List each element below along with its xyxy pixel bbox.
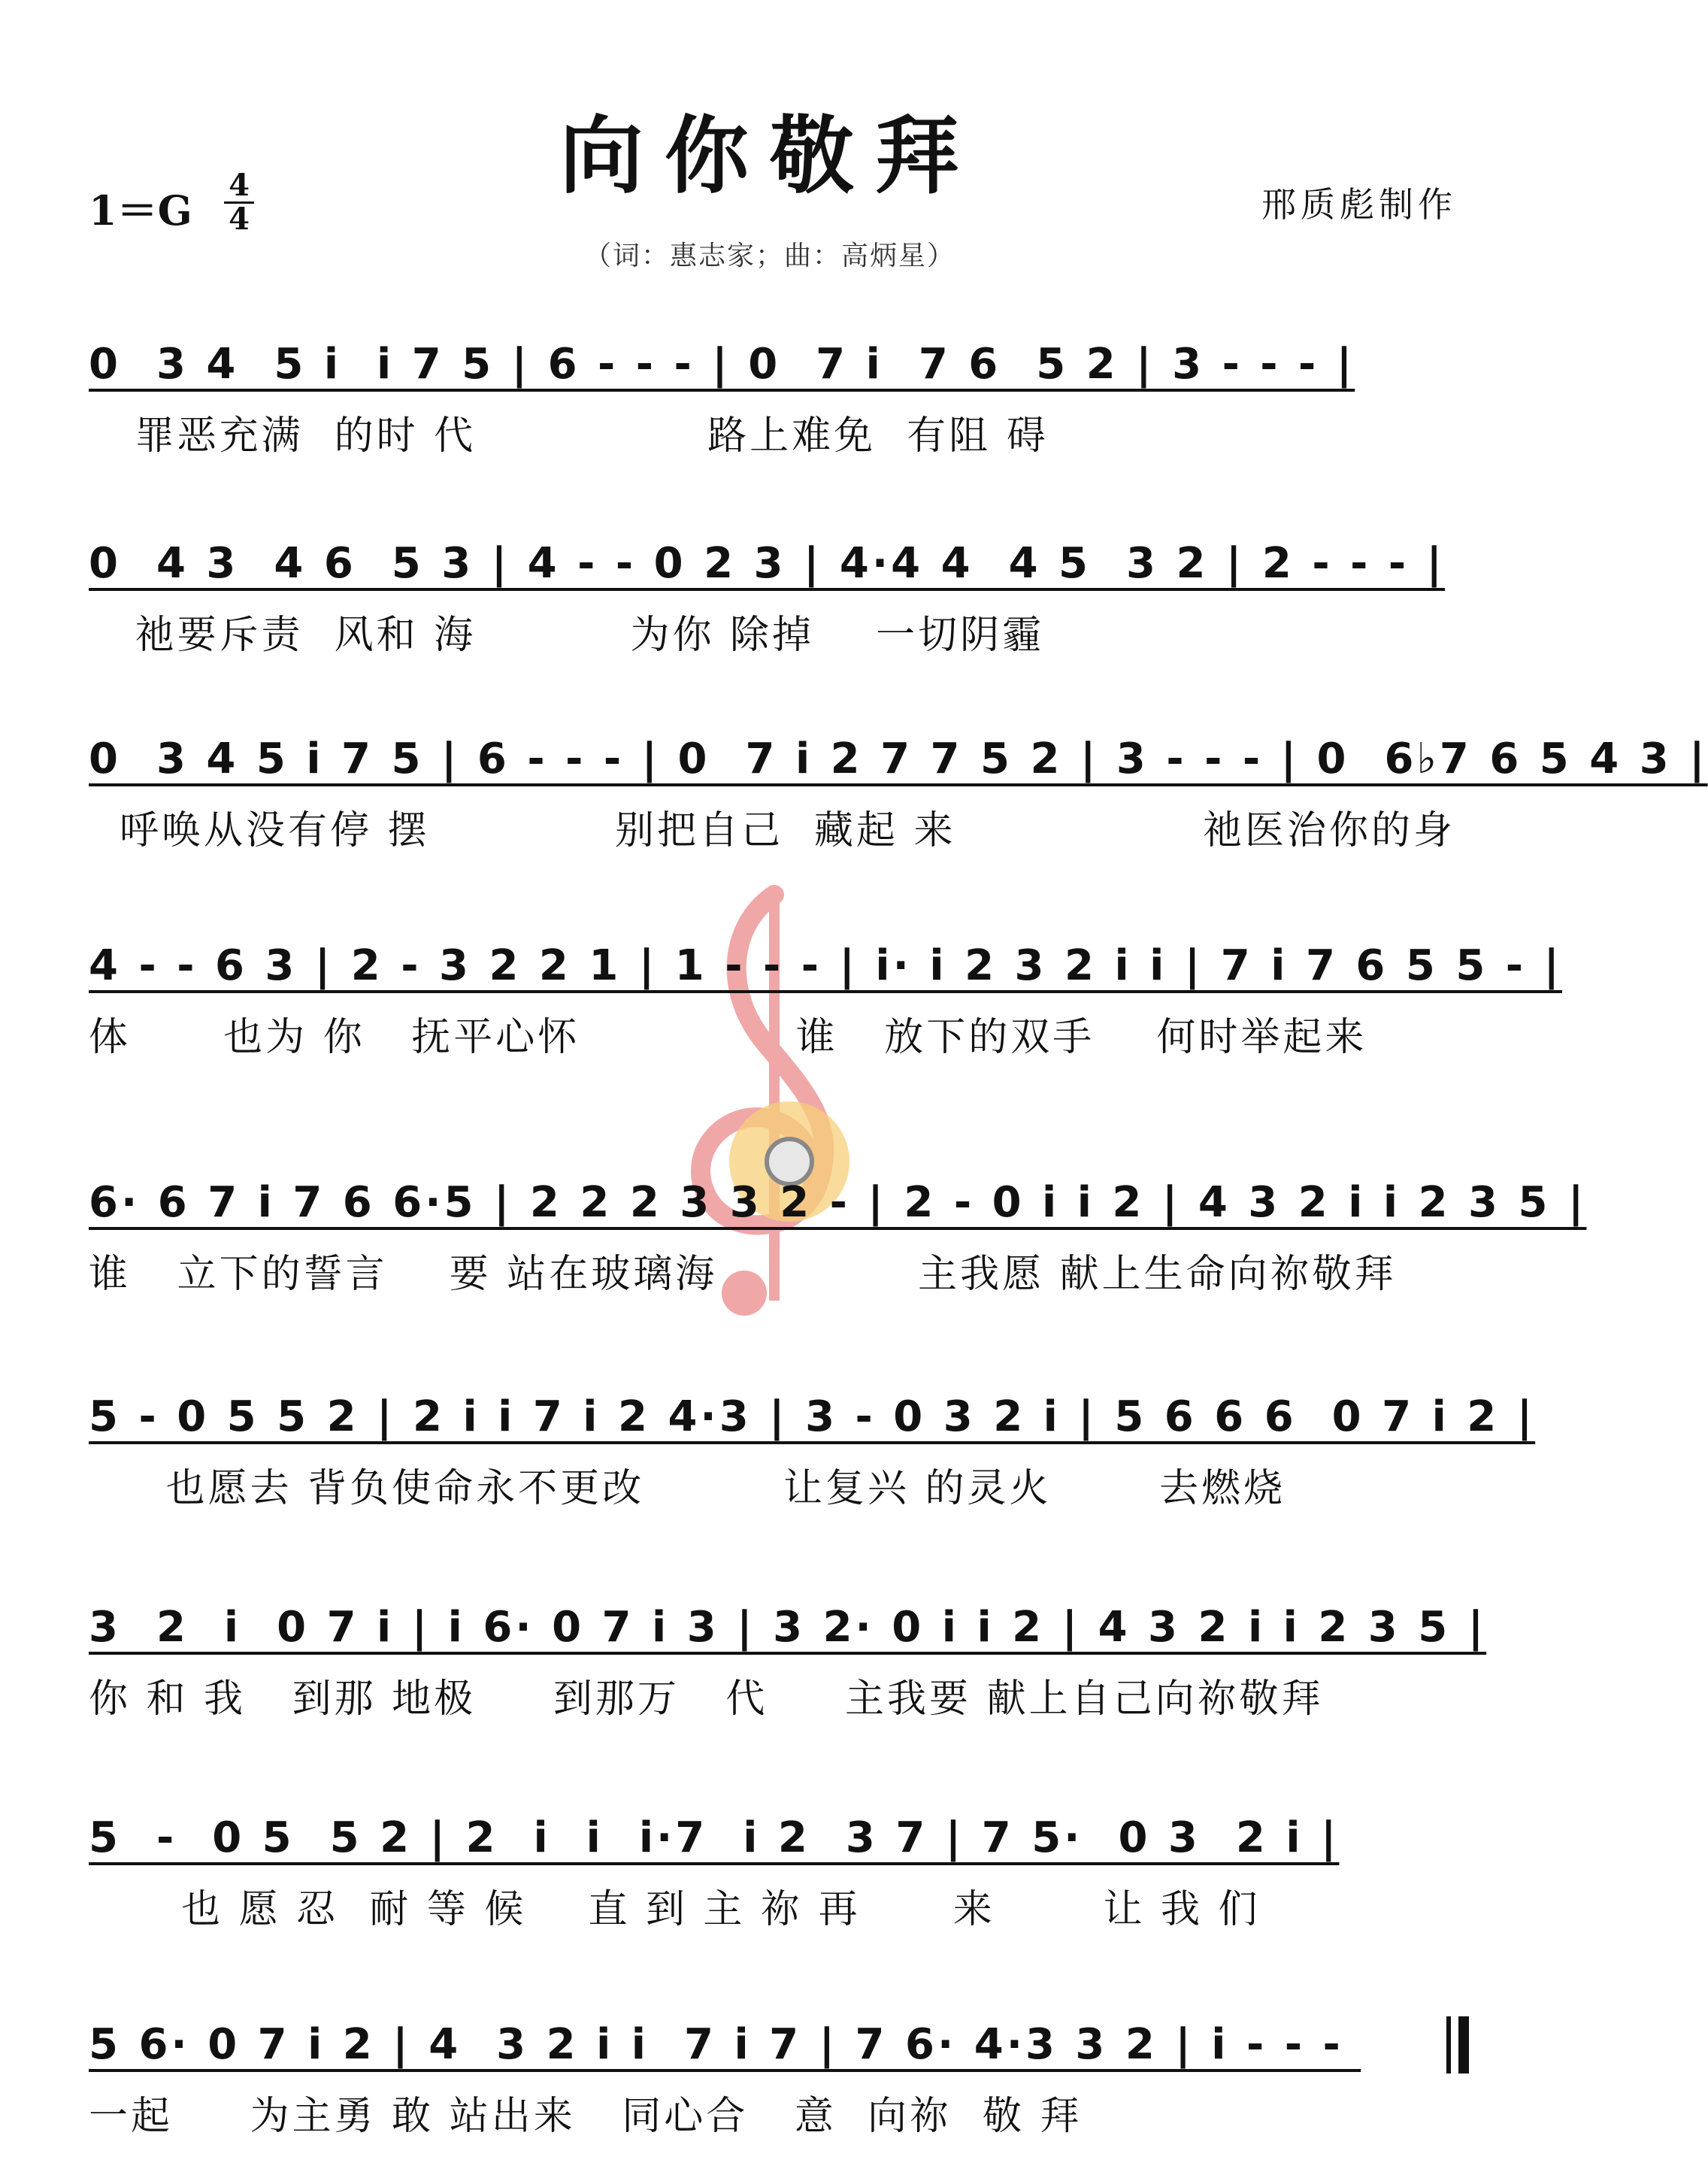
score-line-2 xyxy=(89,530,1464,673)
lyrics-line-5: 谁 立下的誓言 要 站在玻璃海 主我愿 献上生命向祢敬拜 xyxy=(89,1252,1397,1297)
score-line-1 xyxy=(89,331,1464,474)
notes-line-1: 0 3 4 5 i i 7 5 | 6 - - - | 0 7 i 7 6 5 2 | 3 - - - | xyxy=(89,340,1355,389)
lyrics-line-9: 一起 为主勇 敢 站出来 同心合 意 向祢 敬 拜 xyxy=(89,2094,1083,2139)
time-signature-top: 4 xyxy=(229,168,250,203)
final-barline-thin xyxy=(1446,2016,1451,2073)
notes-line-2: 0 4 3 4 6 5 3 | 4 - - 0 2 3 | 4·4 4 4 5 3 2 | 2 - - - | xyxy=(89,539,1446,588)
song-title: 向你敬拜 xyxy=(559,107,980,205)
lyrics-line-6: 也愿去 背负使命永不更改 让复兴 的灵火 去燃烧 xyxy=(89,1466,1286,1511)
final-barline-thick xyxy=(1458,2016,1469,2073)
lyrics-line-1: 罪恶充满 的时 代 路上难免 有阻 碍 xyxy=(89,413,1049,459)
score-line-7 xyxy=(89,1594,1487,1737)
score-line-9 xyxy=(89,2011,1464,2154)
notes-line-9: 5 6· 0 7 i 2 | 4 3 2 i i 7 i 7 | 7 6· 4·3 3 2 | i - - - xyxy=(89,2020,1361,2069)
lyrics-line-3: 呼唤从没有停 摆 别把自己 藏起 来 祂医治你的身 xyxy=(89,808,1455,853)
lyrics-line-4: 体 也为 你 抚平心怀 谁 放下的双手 何时举起来 xyxy=(89,1015,1367,1060)
lyrics-line-8: 也 愿 忍 耐 等 候 直 到 主 祢 再 来 让 我 们 xyxy=(89,1887,1261,1932)
score-line-5 xyxy=(89,1169,1587,1312)
score-line-6 xyxy=(89,1383,1536,1526)
lyrics-line-2: 祂要斥责 风和 海 为你 除掉 一切阴霾 xyxy=(89,613,1045,658)
score-line-4 xyxy=(89,932,1562,1075)
time-signature xyxy=(220,170,259,235)
notes-line-8: 5 - 0 5 5 2 | 2 i i i·7 i 2 3 7 | 7 5· 0 3 2 i | xyxy=(89,1813,1340,1862)
notes-line-3: 0 3 4 5 i 7 5 | 6 - - - | 0 7 i 2 7 7 5 2 | 3 - - - | 0 6♭7 6 5 4 3 | xyxy=(89,735,1708,783)
time-signature-bottom: 4 xyxy=(229,201,250,237)
score-line-3 xyxy=(89,725,1708,868)
score-line-8 xyxy=(89,1804,1464,1947)
lyrics-line-7: 你 和 我 到那 地极 到那万 代 主我要 献上自己向祢敬拜 xyxy=(89,1677,1324,1722)
notes-line-6: 5 - 0 5 5 2 | 2 i i 7 i 2 4·3 | 3 - 0 3 2 i | 5 6 6 6 0 7 i 2 | xyxy=(89,1392,1536,1441)
notes-line-7: 3 2 i 0 7 i | i 6· 0 7 i 3 | 3 2· 0 i i 2 | 4 3 2 i i 2 3 5 | xyxy=(89,1603,1487,1652)
notes-line-5: 6· 6 7 i 7 6 6·5 | 2 2 2 3 3 2 - | 2 - 0 i i 2 | 4 3 2 i i 2 3 5 | xyxy=(89,1178,1587,1227)
maker-credit: 邢质彪制作 xyxy=(1261,184,1457,225)
key-signature: 1＝G xyxy=(89,186,192,235)
notes-line-4: 4 - - 6 3 | 2 - 3 2 2 1 | 1 - - - | i· i 2 3 2 i i | 7 i 7 6 5 5 - | xyxy=(89,941,1562,990)
lyricist-composer-credit: （词：惠志家；曲：高炳星） xyxy=(583,241,955,271)
